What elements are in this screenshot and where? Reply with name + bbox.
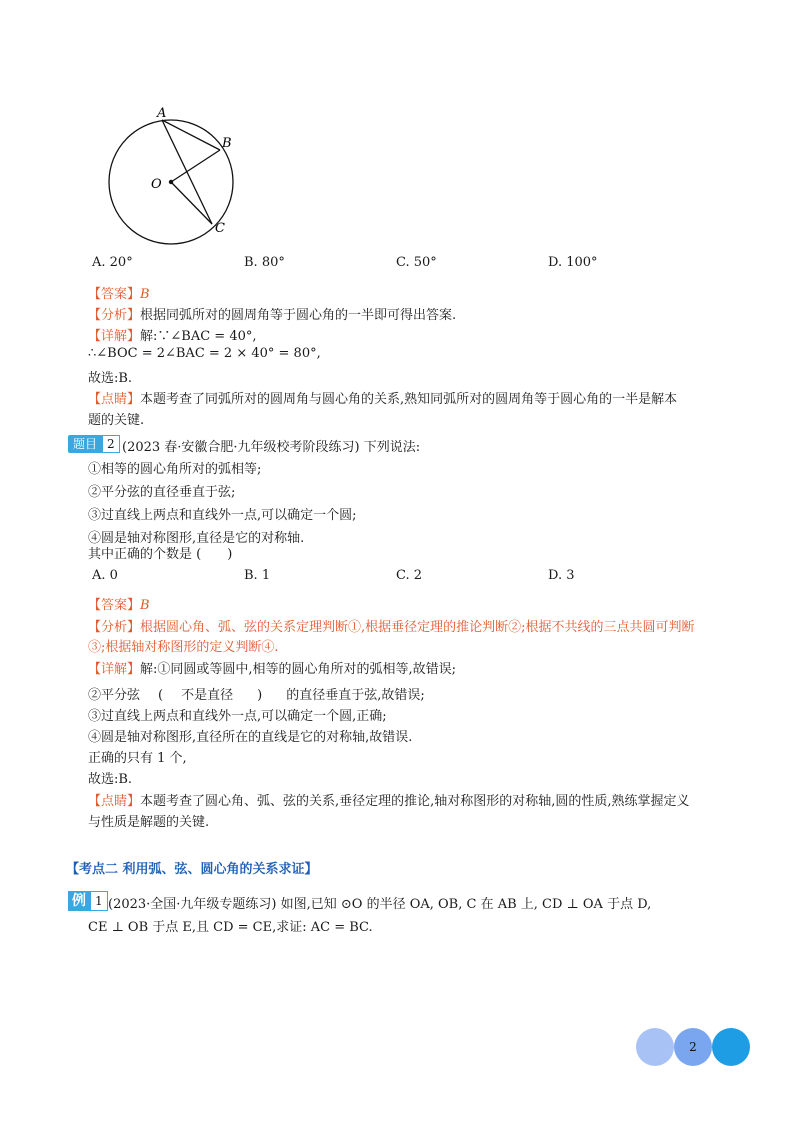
example-label [68, 891, 108, 911]
detail-text: 解:①同圆或等圆中,相等的圆心角所对的弧相等,故错误; [140, 662, 457, 677]
label-b: B [222, 136, 232, 151]
q2-answer [88, 594, 150, 613]
q2-question: 其中正确的个数是 ( ) [88, 547, 233, 562]
q1-option-b: B. 80° [244, 255, 285, 270]
q1-detail-1 [88, 325, 257, 344]
answer-value: B [140, 287, 150, 302]
q2-detail-3: ③过直线上两点和直线外一点,可以确定一个圆,正确; [88, 709, 387, 724]
answer-value: B [140, 598, 150, 613]
radius-oc [171, 182, 212, 224]
q2-detail-5: 正确的只有 1 个, [88, 751, 187, 766]
pager-circle-left [636, 1028, 674, 1066]
q2-option-c: C. 2 [396, 568, 423, 583]
analysis-tag: 【分析】 [88, 308, 141, 323]
paren-close: ) [257, 688, 263, 703]
example-label-text: 例 [68, 891, 90, 911]
label-a: A [157, 106, 167, 121]
example-line-2: CE ⊥ OB 于点 E,且 CD = CE,求证: AC = BC. [88, 920, 373, 935]
q1-detail-2: ∴∠BOC = 2∠BAC = 2 × 40° = 80°, [88, 346, 321, 361]
detail-text: 解:∵∠BAC = 40°, [140, 329, 257, 344]
detail-p2-mid: 不是直径 [181, 688, 234, 703]
detail-tag: 【详解】 [88, 329, 141, 344]
q2-number: 2 [102, 435, 120, 453]
analysis-text: 根据同弧所对的圆周角等于圆心角的一半即可得出答案. [140, 308, 457, 323]
comment-text: 本题考查了圆心角、弧、弦的关系,垂径定理的推论,轴对称图形的对称轴,圆的性质,熟练掌握定义 [140, 794, 690, 809]
q2-analysis-1 [88, 616, 695, 635]
example-line-1: (2023·全国·九年级专题练习) 如图,已知 ⊙O 的半径 OA, OB, C 在 AB 上, CD ⊥ OA 于点 D, [108, 897, 652, 912]
pager-circle-right [712, 1028, 750, 1066]
q2-detail-1 [88, 658, 456, 677]
q2-label-text: 题目 [68, 435, 102, 453]
q2-label [68, 435, 120, 453]
q2-source: (2023 春·安徽合肥·九年级校考阶段练习) 下列说法: [122, 440, 421, 455]
page-number: 2 [689, 1040, 697, 1054]
q1-comment-1 [88, 388, 677, 407]
q2-statement-4: ④圆是轴对称图形,直径是它的对称轴. [88, 531, 305, 546]
q2-comment-2: 与性质是解题的关键. [88, 815, 210, 830]
q1-option-d: D. 100° [548, 255, 598, 270]
q2-option-b: B. 1 [244, 568, 271, 583]
q2-option-a: A. 0 [92, 568, 118, 583]
q2-analysis-2: ③;根据轴对称图形的定义判断④. [88, 640, 279, 655]
label-o: O [151, 177, 162, 192]
q2-comment-1 [88, 790, 690, 809]
label-c: C [215, 221, 225, 236]
q2-statement-3: ③过直线上两点和直线外一点,可以确定一个圆; [88, 508, 357, 523]
comment-tag: 【点睛】 [88, 794, 141, 809]
detail-p2-end: 的直径垂直于弦,故错误; [286, 688, 425, 703]
q2-detail-4: ④圆是轴对称图形,直径所在的直线是它的对称轴,故错误. [88, 730, 413, 745]
paren-open: ( [158, 688, 164, 703]
q1-detail-3: 故选:B. [88, 371, 133, 386]
answer-tag: 【答案】 [88, 598, 141, 613]
analysis-text: 根据圆心角、弧、弦的关系定理判断①,根据垂径定理的推论判断②;根据不共线的三点共圆可判断 [140, 620, 695, 635]
comment-text: 本题考查了同弧所对的圆周角与圆心角的关系,熟知同弧所对的圆周角等于圆心角的一半是解本 [140, 392, 678, 407]
detail-tag: 【详解】 [88, 662, 141, 677]
section-title: 【考点二 利用弧、弦、圆心角的关系求证】 [66, 862, 318, 877]
example-number: 1 [90, 891, 108, 911]
q2-detail-2 [88, 684, 425, 703]
q2-statement-1: ①相等的圆心角所对的弧相等; [88, 462, 262, 477]
q1-option-c: C. 50° [396, 255, 437, 270]
q2-option-d: D. 3 [548, 568, 575, 583]
q1-option-a: A. 20° [92, 255, 133, 270]
detail-p2-start: ②平分弦 [88, 688, 141, 703]
q2-detail-6: 故选:B. [88, 772, 133, 787]
center-point [169, 180, 173, 184]
q1-answer [88, 283, 150, 302]
q1-comment-2: 题的关键. [88, 413, 145, 428]
answer-tag: 【答案】 [88, 287, 141, 302]
circle-figure [100, 100, 250, 250]
page-number-badge [636, 1029, 752, 1065]
comment-tag: 【点睛】 [88, 392, 141, 407]
analysis-tag: 【分析】 [88, 620, 141, 635]
q2-statement-2: ②平分弦的直径垂直于弦; [88, 485, 236, 500]
q1-analysis [88, 304, 456, 323]
